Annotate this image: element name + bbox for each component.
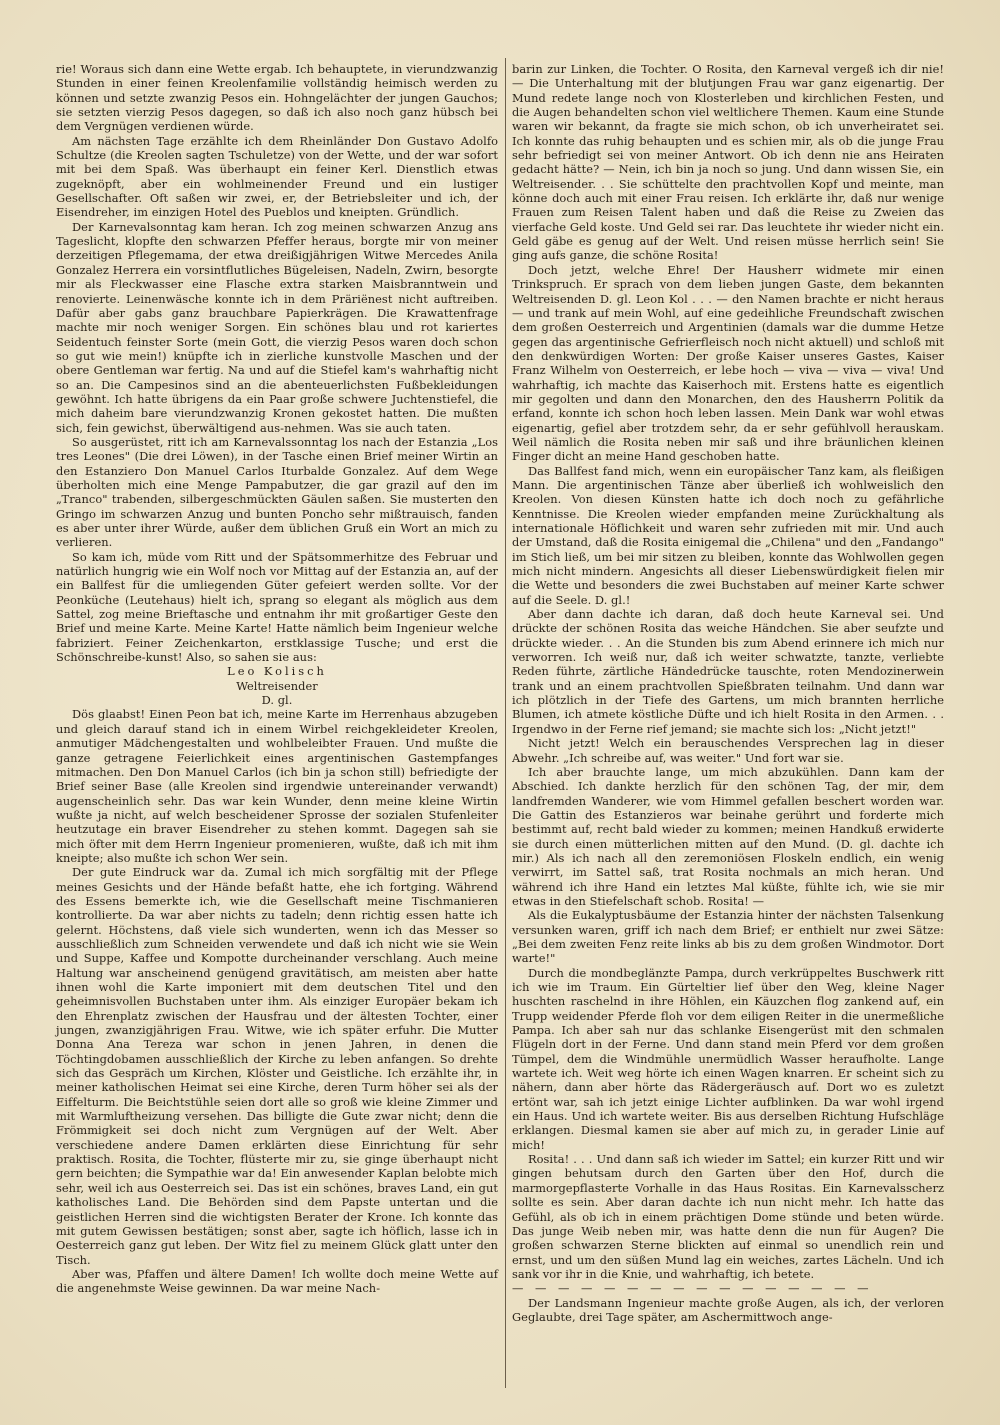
card-name: Leo Kolisch — [227, 664, 327, 679]
column-divider — [505, 58, 506, 1388]
paragraph: Am nächsten Tage erzählte ich dem Rheinländer Don Gustavo Adolfo Schultze (die Kreolen sagten Tschuletze) von der Wette, und der war sofort mit bei dem Spaß. Was überhaupt ein feiner Kerl. Dienstlich etwas zugeknöpft, aber ein wohlmeinender Freund und ein lustiger Gesellschafter. Oft saßen wir zwei, er, der Betriebsleiter und ich, der Eisendreher, im einzigen Hotel des Pueblos und kneipten. Gründlich. — [56, 133, 498, 220]
paragraph: Nicht jetzt! Welch ein berauschendes Versprechen lag in dieser Abwehr. „Ich schreibe auf, was weiter." Und fort war sie. — [512, 736, 944, 765]
paragraph: Dös glaabst! Einen Peon bat ich, meine Karte im Herrenhaus abzugeben und gleich darauf stand ich in einem Wirbel reichgekleideter Kreolen, anmutiger Mädchengestalten und wohlbeleibter Frauen. Und mußte die ganze getragene Feierlichkeit eines argentinischen Gastempfanges mitmachen. Den Don Manuel Carlos (ich bin ja schon still) befriedigte der Brief seiner Base (alle Kreolen sind irgendwie untereinander verwandt) augenscheinlich sehr. Das war kein Wunder, denn meine kleine Wirtin wußte ja nicht, auf welch bescheidener Sprosse der sozialen Stufenleiter heutzutage ein braver Eisendreher zu stehen kommt. Dagegen sah sie mich öfter mit dem Herrn Ingenieur promenieren, wußte, daß ich mit ihm kneipte; also mußte ich schon Wer sein. — [56, 707, 498, 865]
paragraph: So ausgerüstet, ritt ich am Karnevalssonntag los nach der Estanzia „Los tres Leones" (Die drei Löwen), in der Tasche einen Brief meiner Wirtin an den Estanziero Don Manuel Carlos Iturbalde Gonzalez. Auf dem Wege überholten mich eine Menge Pampabutzer, die gar grazil auf den im „Tranco" trabenden, silbergeschmückten Gäulen saßen. Sie musterten den Gringo im schwarzen Anzug und bunten Poncho sehr mißtrauisch, fanden es aber unter ihrer Würde, außer dem üblichen Gruß ein Wort an mich zu verlieren. — [56, 434, 498, 550]
paragraph: Ich aber brauchte lange, um mich abzukühlen. Dann kam der Abschied. Ich dankte herzlich für den schönen Tag, der mir, dem landfremden Wanderer, wie vom Himmel gefallen beschert worden war. Die Gattin des Estanzieros war beinahe gerührt und forderte mich bestimmt auf, recht bald wieder zu kommen; meinen Handkuß erwiderte sie durch einen mütterlichen mitten auf den Mund. (D. gl. dachte ich mir.) Als ich nach all den zeremoniösen Floskeln endlich, ein wenig verwirrt, im Sattel saß, trat Rosita nochmals an mich heran. Und während ich ihre Hand ein letztes Mal küßte, fühlte ich, wie sie mir etwas in den Stiefelschaft schob. Rosita! — — [512, 764, 944, 908]
paragraph: Als die Eukalyptusbäume der Estanzia hinter der nächsten Talsenkung versunken waren, griff ich nach dem Brief; er enthielt nur zwei Sätze: „Bei dem zweiten Fenz reite links ab bis zu dem großen Windmotor. Dort warte!" — [512, 908, 944, 966]
left-column — [56, 62, 498, 1296]
card-abbreviation: D. gl. — [261, 693, 293, 708]
paragraph: Der Karnevalsonntag kam heran. Ich zog meinen schwarzen Anzug ans Tageslicht, klopfte den schwarzen Pfeffer heraus, borgte mir von meiner derzeitigen Pflegemama, der etwa dreißigjährigen Witwe Mercedes Anila Gonzalez Herrera ein vorsintflutliches Bügeleisen, Nadeln, Zwirn, besorgte mir als Fleckwasser eine Flasche extra starken Maisbranntwein und renovierte. Leinenwäsche konnte ich in dem Präriënest nicht auftreiben. Dafür aber gabs ganz brauchbare Papierkrägen. Die Krawattenfrage machte mir noch weniger Sorgen. Ein schönes blau und rot kariertes Seidentuch feinster Sorte (mein Gott, die vierzig Pesos waren doch schon so gut wie mein!) knüpfte ich in zierliche kunstvolle Maschen und der obere Gentleman war fertig. Na und auf die Stiefel kam's wahrhaftig nicht so an. Die Campesinos sind an die abenteuerlichsten Fußbekleidungen gewöhnt. Ich hatte übrigens da ein Paar große schwere Juchtenstiefel, die mich daheim bare vierundzwanzig Kronen gekostet hatten. Die mußten sich, fein gewichst, überwältigend aus-nehmen. Was sie auch taten. — [56, 219, 498, 435]
paragraph: So kam ich, müde vom Ritt und der Spätsommerhitze des Februar und natürlich hungrig wie ein Wolf noch vor Mittag auf der Estanzia an, auf der ein Ballfest für die umliegenden Güter gefeiert werden sollte. Vor der Peonküche (Leutehaus) hielt ich, sprang so elegant als möglich aus dem Sattel, zog meine Brieftasche und entnahm ihr mit großartiger Geste den Brief und meine Karte. Meine Karte! Hatte nämlich beim Ingenieur welche fabriziert. Feiner Zeichenkarton, erstklassige Tusche; und erst die Schönschreibe-kunst! Also, so sahen sie aus: — [56, 549, 498, 665]
paragraph: Das Ballfest fand mich, wenn ein europäischer Tanz kam, als fleißigen Mann. Die argentinischen Tänze aber überließ ich wohlweislich den Kreolen. Von diesen Künsten hatte ich doch noch zu gefährliche Kenntnisse. Die Kreolen wieder empfanden meine Zurückhaltung als internationale Höflichkeit und waren sehr zufrieden mit mir. Und auch der Umstand, daß die Rosita einigemal die „Chilena" und den „Fandango" im Stich ließ, um bei mir sitzen zu bleiben, konnte das Wohlwollen gegen mich nicht mindern. Angesichts all dieser Liebenswürdigkeit fielen mir die Wette und besonders die zwei Buchstaben auf meiner Karte schwer auf die Seele. D. gl.! — [512, 463, 944, 607]
paragraph: Durch die mondbeglänzte Pampa, durch verkrüppeltes Buschwerk ritt ich wie im Traum. Ein Gürteltier lief über den Weg, kleine Nager huschten raschelnd in ihre Höhlen, ein Käuzchen flog zankend auf, ein Trupp weidender Pferde floh vor dem eiligen Reiter in die unermeßliche Pampa. Ich aber sah nur das schlanke Eisengerüst mit den schmalen Flügeln dort in der Ferne. Und dann stand mein Pferd vor dem großen Tümpel, dem die Windmühle unermüdlich Wasser heraufholte. Lange wartete ich. Weit weg hörte ich einen Wagen knarren. Er scheint sich zu nähern, dann aber hörte das Rädergeräusch auf. Dort wo es zuletzt ertönt war, sah ich jetzt einige Lichter aufblinken. Da war wohl irgend ein Haus. Und ich wartete weiter. Bis aus derselben Richtung Hufschläge erklangen. Diesmal kamen sie aber auf mich zu, in gerader Linie auf mich! — [512, 965, 944, 1152]
paragraph: Aber dann dachte ich daran, daß doch heute Karneval sei. Und drückte der schönen Rosita das weiche Händchen. Sie aber seufzte und drückte wieder. . . An die Stunden bis zum Abend erinnere ich mich nur verworren. Ich weiß nur, daß ich weiter schwatzte, tanzte, verliebte Reden führte, zärtliche Händedrücke tauschte, roten Mendozinerwein trank und an einem prachtvollen Spießbraten teilnahm. Und dann war ich plötzlich in der Tiefe des Gartens, um mich brannten herrliche Blumen, ich atmete köstliche Düfte und ich hielt Rosita in den Armen. . . Irgendwo in der Ferne rief jemand; sie machte sich los: „Nicht jetzt!" — [512, 607, 944, 736]
section-separator: — — — — — — — — — — — — — — — — — [512, 1281, 873, 1296]
paragraph: Rosita! . . . Und dann saß ich wieder im Sattel; ein kurzer Ritt und wir gingen behutsam durch den Garten über den Hof, durch die marmorgepflasterte Vorhalle in das Haus Rositas. Ein Karnevalsscherz sollte es sein. Aber daran dachte ich nun nicht mehr. Ich hatte das Gefühl, als ob ich in einem prächtigen Dome stünde und beten würde. Das junge Weib neben mir, was hatte denn die nun für Augen? Die großen schwarzen Sterne blickten auf einmal so unendlich rein und ernst, und um den süßen Mund lag ein weiches, zartes Lächeln. Und ich sank vor ihr in die Knie, und wahrhaftig, ich betete. — [512, 1152, 944, 1281]
paragraph: Der Landsmann Ingenieur machte große Augen, als ich, der verloren Geglaubte, drei Tage später, am Aschermittwoch ange- — [512, 1295, 944, 1324]
right-column — [512, 62, 944, 1324]
card-title: Weltreisender — [236, 678, 318, 693]
paragraph: Der gute Eindruck war da. Zumal ich mich sorgfältig mit der Pflege meines Gesichts und der Hände befaßt hatte, ehe ich fortging. Während des Essens bemerkte ich, wie die Gesellschaft meine Tischmanieren kontrollierte. Da war aber nichts zu tadeln; denn richtig essen hatte ich gelernt. Höchstens, daß viele sich wunderten, wenn ich das Messer so ausschließlich zum Schneiden verwendete und daß ich nicht wie sie Wein und Suppe, Kaffee und Kompotte durcheinander verschlang. Auch meine Haltung war anscheinend genügend gravitätisch, am meisten aber hatte ihnen wohl die Karte imponiert mit dem deutschen Titel und den geheimnisvollen Buchstaben unter ihm. Als einziger Europäer bekam ich den Ehrenplatz zwischen der Hausfrau und der ältesten Tochter, einer jungen, zwanzigjährigen Frau. Witwe, wie ich später erfuhr. Die Mutter Donna Ana Tereza war schon in jenen Jahren, in denen die Töchtingdobamen ausschließlich der Kirche zu leben anfangen. So drehte sich das Gespräch um Kirchen, Klöster und Geistliche. Ich erzählte ihr, in meiner katholischen Heimat sei eine Kirche, deren Turm höher sei als der Eiffelturm. Die Beichtstühle seien dort alle so groß wie kleine Zimmer und mit Warmluftheizung versehen. Das billigte die Gute zwar nicht; denn die Frömmigkeit sei doch nicht zum Vergnügen auf der Welt. Aber verschiedene andere Damen erklärten diese Einrichtung für sehr praktisch. Rosita, die Tochter, flüsterte mir zu, sie ginge überhaupt nicht gern beichten; die Sympathie war da! Ein anwesender Kaplan belobte mich sehr, weil ich aus Oesterreich sei. Das ist ein schönes, braves Land, ein gut katholisches Land. Die Behörden sind dem Papste untertan und die geistlichen Herren sind die wichtigsten Berater der Krone. Ich konnte das mit gutem Gewissen bestätigen; sonst aber, sagte ich höflich, lasse ich in Oesterreich ganz gut leben. Der Witz fiel zu meinem Glück glatt unter den Tisch. — [56, 865, 498, 1267]
paragraph: Doch jetzt, welche Ehre! Der Hausherr widmete mir einen Trinkspruch. Er sprach von dem lieben jungen Gaste, dem bekannten Weltreisenden D. gl. Leon Kol . . . — den Namen brachte er nicht heraus — und trank auf mein Wohl, auf eine gedeihliche Freundschaft zwischen dem großen Oesterreich und Argentinien (damals war die dumme Hetze gegen das argentinische Gefrierfleisch noch nicht aktuell) und schloß mit den denkwürdigen Worten: Der große Kaiser unseres Gastes, Kaiser Franz Wilhelm von Oesterreich, er lebe hoch — viva — viva — viva! Und wahrhaftig, ich machte das Kaiserhoch mit. Erstens hatte es eigentlich mir gegolten und dann den Monarchen, den des Hausherrn Politik da erfand, konnte ich schon hoch leben lassen. Mein Dank war wohl etwas eigenartig, gefiel aber trotzdem sehr, da er sehr gefühlvoll herauskam. Weil nämlich die Rosita neben mir saß und ihre bräunlichen kleinen Finger dicht an meine Hand geschoben hatte. — [512, 262, 944, 464]
paragraph: barin zur Linken, die Tochter. O Rosita, den Karneval vergeß ich dir nie! — Die Unterhaltung mit der blutjungen Frau war ganz eigenartig. Der Mund redete lange noch von Klosterleben und kirchlichen Festen, und die Augen behandelten schon viel weltlichere Themen. Kaum eine Stunde waren wir bekannt, da fragte sie mich schon, ob ich unverheiratet sei. Ich konnte das ruhig behaupten und es schien mir, als ob die junge Frau sehr befriedigt sei von meiner Antwort. Ob ich denn nie ans Heiraten gedacht hätte? — Nein, ich bin ja noch so jung. Und dann wissen Sie, ein Weltreisender. . . Sie schüttelte den prachtvollen Kopf und meinte, man könne doch auch mit einer Frau reisen. Ich erklärte ihr, daß nur wenige Frauen zum Reisen Talent haben und daß die Reise zu Zweien das vierfache Geld koste. Und Geld sei rar. Das leuchtete ihr wieder nicht ein. Geld gäbe es genug auf der Welt. Und reisen müsse herrlich sein! Sie ging aufs ganze, die schöne Rosita! — [512, 62, 945, 263]
paragraph: rie! Woraus sich dann eine Wette ergab. Ich behauptete, in vierundzwanzig Stunden in einer feinen Kreolenfamilie vollständig heimisch werden zu können und setzte zwanzig Pesos ein. Hohngelächter der jungen Gauchos; sie setzten vierzig Pesos dagegen, so daß ich also noch ganz hübsch bei dem Vergnügen verdienen würde. — [56, 62, 498, 134]
paragraph: Aber was, Pfaffen und ältere Damen! Ich wollte doch meine Wette auf die angenehmste Weise gewinnen. Da war meine Nach- — [56, 1266, 498, 1296]
